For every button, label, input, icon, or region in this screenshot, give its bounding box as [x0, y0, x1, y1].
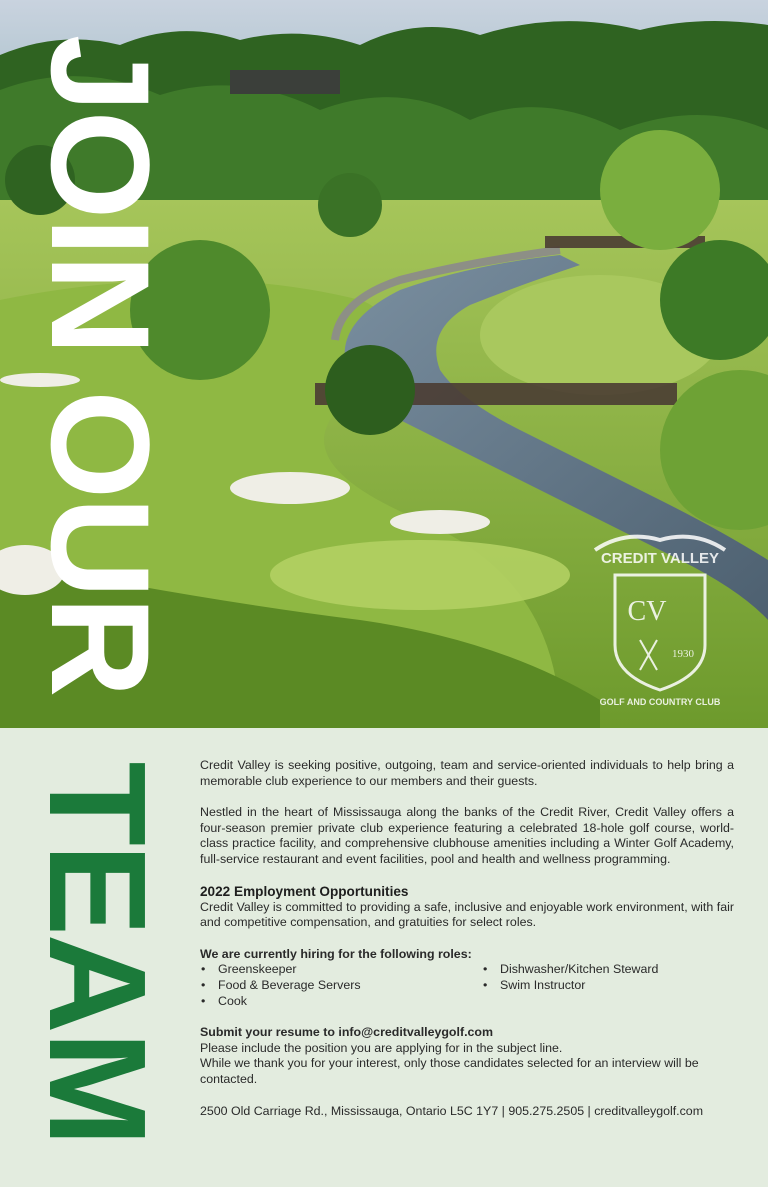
- contact-footer: 2500 Old Carriage Rd., Mississauga, Ontario L5C 1Y7 | 905.275.2505 | creditvalleygolf.com: [200, 1103, 704, 1118]
- logo-monogram-text: CV: [627, 596, 667, 627]
- team-text: TEAM: [20, 761, 174, 1145]
- join-our-heading: [22, 30, 179, 700]
- info-panel: [0, 728, 768, 1187]
- team-heading: [20, 758, 174, 1148]
- employment-paragraph: Credit Valley is committed to providing a safe, inclusive and enjoyable work environment, with fair and competitive compensation, and gratuities for select roles.: [200, 899, 734, 930]
- list-item: • Dishwasher/Kitchen Steward: [482, 962, 734, 978]
- submit-note: While we thank you for your interest, only those candidates selected for an interview will be contacted.: [200, 1056, 699, 1086]
- submit-heading: Submit your resume to info@creditvalleygolf.com: [200, 1025, 493, 1040]
- about-paragraph: Nestled in the heart of Mississauga along the banks of the Credit River, Credit Valley offers a four-season premier private club experience featuring a celebrated 18-hole golf course, world-class practice facility, and comprehensive clubhouse amenities including a Winter Golf Academy, full-service restaurant and event facilities, pool and health and wellness programming.: [200, 805, 734, 866]
- roles-list: [200, 962, 734, 1009]
- roles-column-left: [200, 962, 482, 1009]
- list-item: • Swim Instructor: [482, 978, 734, 994]
- roles-column-right: [482, 962, 734, 1009]
- submit-instruction: Please include the position you are applying for in the subject line.: [200, 1040, 563, 1055]
- credit-valley-logo: [585, 525, 735, 710]
- list-item: • Greenskeeper: [200, 962, 482, 978]
- join-our-text: JOIN OUR: [22, 34, 179, 696]
- list-item: • Food & Beverage Servers: [200, 978, 482, 994]
- employment-heading: 2022 Employment Opportunities: [200, 883, 409, 899]
- intro-paragraph: Credit Valley is seeking positive, outgoing, team and service-oriented individuals to help bring a memorable club experience to our members and their guests.: [200, 758, 734, 788]
- list-item: • Cook: [200, 994, 482, 1010]
- logo-year-text: 1930: [672, 648, 694, 660]
- logo-name-text: CREDIT VALLEY: [600, 550, 720, 567]
- logo-subtitle-text: GOLF AND COUNTRY CLUB: [599, 697, 721, 707]
- crest-icon: [585, 525, 735, 710]
- job-description: [200, 758, 734, 1119]
- roles-heading: We are currently hiring for the following roles:: [200, 946, 472, 961]
